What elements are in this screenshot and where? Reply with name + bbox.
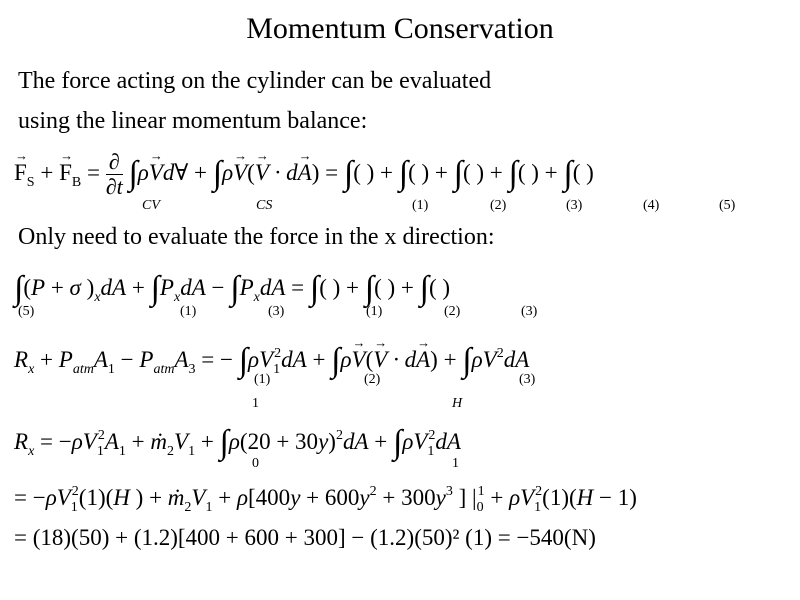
upper-limit-1: 1 <box>252 396 259 411</box>
cv-label: CV <box>142 198 160 213</box>
rx-label-2: (2) <box>364 372 381 387</box>
momentum-balance-equation: → $F_S$ + → $F_B$ = $\frac{\partial}{\partial t}$ ∫ρ→ Vd∀ + ∫ρ→ V(→ V · d→ A) = ∫( ) + ∫( ) + ∫( ) + ∫( ) + ∫( ) <box>14 150 594 199</box>
x-direction-line: Only need to evaluate the force in the x direction: <box>18 224 495 250</box>
cs-label: CS <box>256 198 273 213</box>
force-body-term: → $F_B$ <box>59 160 81 185</box>
intro-line-2: using the linear momentum balance: <box>18 108 368 134</box>
force-surface-term: → $F_S$ <box>14 160 35 185</box>
x-direction-equation: ∫(P + σ )$_xdA + \int P_xdA - \int P_xdA$ = ∫( ) + ∫( ) + ∫( ) <box>14 270 451 307</box>
numeric-result-equation: = (18)(50) + (1.2)[400 + 600 + 300] − (1.2)(50)² (1) = −540(N) <box>14 525 596 550</box>
evaluated-integral-equation: = $-\rho V_1^2(1)(H$ ) + $ṁ_2V_1 + \rho[400y + 600y^2 + 300y^3$ ] $|_0^1 + \rho V_1^2(1)(H - 1)$ <box>14 484 637 515</box>
lower-limit-1: 1 <box>452 456 459 471</box>
x-eq-label-1: (1) <box>180 304 197 319</box>
rx-label-1: (1) <box>254 372 271 387</box>
surface-label-5: (5) <box>719 198 736 213</box>
surface-label-1: (1) <box>412 198 429 213</box>
x-eq-rhs-label-2: (2) <box>444 304 461 319</box>
time-derivative: $\frac{\partial}{\partial t}$ <box>105 149 123 200</box>
lower-limit-0: 0 <box>252 456 259 471</box>
surface-label-2: (2) <box>490 198 507 213</box>
surface-label-4: (4) <box>643 198 660 213</box>
x-eq-label-3: (3) <box>268 304 285 319</box>
rx-balance-equation: $R_x + P_{atm}A_1 - P_{atm}A_3$ = − $\int\rho V_1^2dA + \int\rho\to V(\to V \cdot d\to A) + \int\rho V^2dA$ <box>14 340 529 374</box>
rx-label-3: (3) <box>519 372 536 387</box>
x-eq-rhs-label-1: (1) <box>366 304 383 319</box>
intro-line-1: The force acting on the cylinder can be evaluated <box>18 68 492 94</box>
slide-title: Momentum Conservation <box>246 12 554 45</box>
rx-expression-equation: $R_x = -\rho V_1^2A_1$ + $ṁ_2V_1 + \int\rho(20 + 30y)^2dA + \int\rho V_1^2dA$ <box>14 424 461 461</box>
upper-limit-H: H <box>452 396 463 411</box>
x-eq-rhs-label-3: (3) <box>521 304 538 319</box>
surface-label-3: (3) <box>566 198 583 213</box>
x-eq-label-5: (5) <box>18 304 35 319</box>
